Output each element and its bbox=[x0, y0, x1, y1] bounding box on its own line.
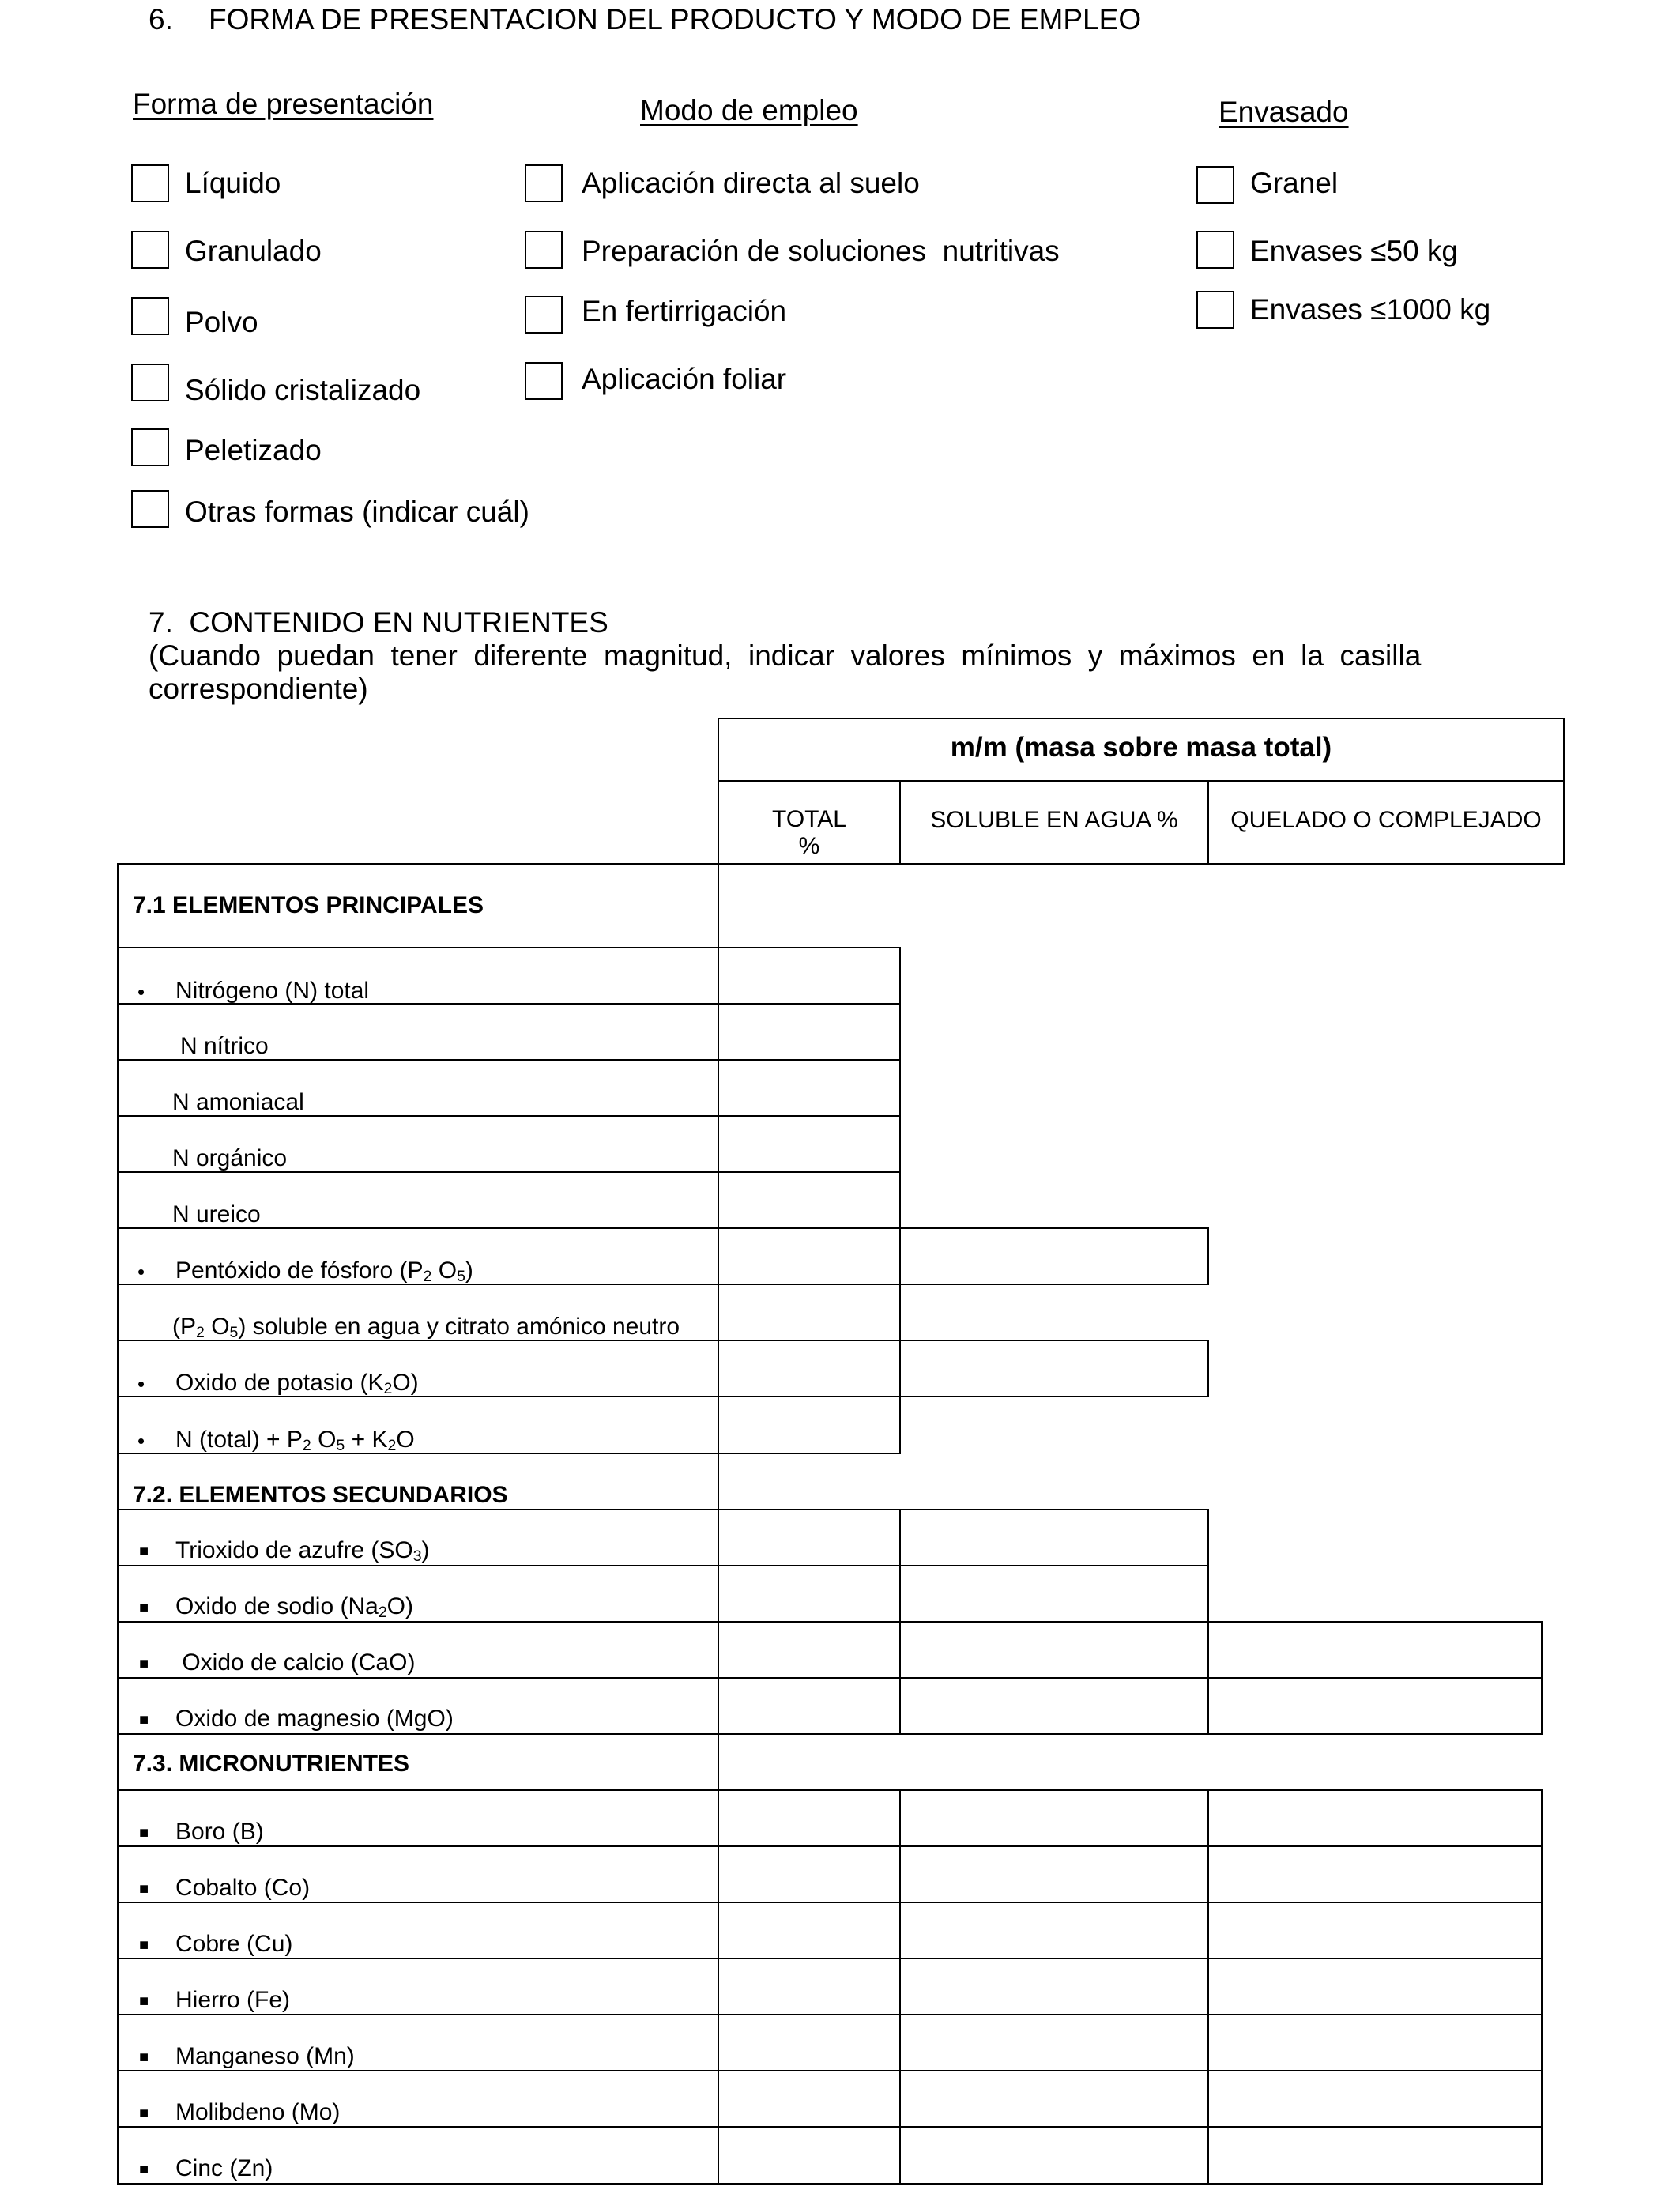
square-bullet-icon: ■ bbox=[139, 1992, 149, 2010]
row-npk-total: N (total) + $P_2$ $O_5 + K_2O$ bbox=[175, 1427, 415, 1454]
bullet-icon: • bbox=[137, 1372, 145, 1396]
table-group-header: m/m (masa sobre masa total) bbox=[950, 732, 1332, 763]
checkbox-peletizado[interactable] bbox=[131, 428, 169, 466]
checkbox-aplicacion-foliar[interactable] bbox=[525, 362, 563, 400]
option-polvo: Polvo bbox=[185, 306, 258, 338]
option-envases-50: Envases ≤50 kg bbox=[1250, 235, 1459, 267]
square-bullet-icon: ■ bbox=[139, 2105, 149, 2122]
option-preparacion-soluciones: Preparación de soluciones nutritivas bbox=[582, 235, 1060, 267]
square-bullet-icon: ■ bbox=[139, 1824, 149, 1842]
section-7-note-line1: (Cuando puedan tener diferente magnitud, indicar valores mínimos y máximos en la casilla bbox=[149, 639, 1422, 672]
option-aplicacion-foliar: Aplicación foliar bbox=[582, 363, 787, 395]
checkbox-granel[interactable] bbox=[1196, 166, 1234, 204]
square-bullet-icon: ■ bbox=[139, 1655, 149, 1672]
col-header-quelado: QUELADO O COMPLEJADO bbox=[1230, 807, 1542, 833]
square-bullet-icon: ■ bbox=[139, 2161, 149, 2178]
checkbox-otras-formas[interactable] bbox=[131, 490, 169, 528]
row-oxido-calcio: Oxido de calcio (CaO) bbox=[175, 1649, 416, 1676]
row-nitrogeno-total: Nitrógeno (N) total bbox=[175, 978, 370, 1004]
input-total-p2o5[interactable] bbox=[719, 1229, 899, 1284]
section-7-note-line2: correspondiente) bbox=[149, 673, 368, 705]
row-molibdeno: Molibdeno (Mo) bbox=[175, 2099, 341, 2125]
option-fertirrigacion: En fertirrigación bbox=[582, 295, 787, 327]
checkbox-polvo[interactable] bbox=[131, 297, 169, 335]
row-n-nitrico: N nítrico bbox=[180, 1033, 269, 1059]
checkbox-preparacion-soluciones[interactable] bbox=[525, 231, 563, 269]
square-bullet-icon: ■ bbox=[139, 1599, 149, 1616]
row-oxido-magnesio: Oxido de magnesio (MgO) bbox=[175, 1706, 454, 1732]
row-cobalto: Cobalto (Co) bbox=[175, 1875, 311, 1901]
input-total-n-ureico[interactable] bbox=[719, 1173, 899, 1227]
section-6-title: FORMA DE PRESENTACION DEL PRODUCTO Y MODO DE EMPLEO bbox=[209, 3, 1142, 36]
input-total-n-nitrico[interactable] bbox=[719, 1005, 899, 1059]
row-pentoxido-fosforo: Pentóxido de fósforo ($P_2$ $O_5$) bbox=[175, 1257, 473, 1285]
row-n-organico: N orgánico bbox=[172, 1145, 288, 1171]
checkbox-liquido[interactable] bbox=[131, 164, 169, 202]
square-bullet-icon: ■ bbox=[139, 2049, 149, 2066]
row-manganeso: Manganeso (Mn) bbox=[175, 2043, 355, 2069]
input-soluble-p2o5[interactable] bbox=[901, 1229, 1207, 1284]
row-hierro: Hierro (Fe) bbox=[175, 1987, 291, 2013]
row-trioxido-azufre: Trioxido de azufre $(SO_3)$ bbox=[175, 1537, 430, 1565]
row-n-ureico: N ureico bbox=[172, 1201, 261, 1227]
row-oxido-potasio: Oxido de potasio $(K_2O)$ bbox=[175, 1370, 419, 1397]
option-aplicacion-directa: Aplicación directa al suelo bbox=[582, 167, 920, 199]
checkbox-granulado[interactable] bbox=[131, 231, 169, 269]
input-soluble-k2o[interactable] bbox=[901, 1341, 1207, 1396]
bullet-icon: • bbox=[137, 980, 145, 1004]
option-solido-cristalizado: Sólido cristalizado bbox=[185, 374, 421, 406]
option-granel: Granel bbox=[1250, 167, 1339, 199]
section-7-title: 7. CONTENIDO EN NUTRIENTES bbox=[149, 606, 608, 639]
row-cinc: Cinc (Zn) bbox=[175, 2155, 273, 2181]
input-total-npk[interactable] bbox=[719, 1397, 899, 1453]
heading-modo-empleo: Modo de empleo bbox=[640, 94, 858, 126]
heading-envasado: Envasado bbox=[1219, 96, 1349, 128]
row-oxido-sodio: Oxido de sodio $(Na_2O)$ bbox=[175, 1593, 413, 1621]
input-total-n-organico[interactable] bbox=[719, 1117, 899, 1171]
option-liquido: Líquido bbox=[185, 167, 281, 199]
input-total-k2o[interactable] bbox=[719, 1341, 899, 1396]
col-header-soluble: SOLUBLE EN AGUA % bbox=[930, 807, 1178, 833]
input-total-p2o5-soluble[interactable] bbox=[719, 1285, 899, 1340]
square-bullet-icon: ■ bbox=[139, 1543, 149, 1560]
checkbox-envases-1000[interactable] bbox=[1196, 291, 1234, 329]
row-cobre: Cobre (Cu) bbox=[175, 1931, 293, 1957]
input-total-nitrogeno[interactable] bbox=[719, 948, 899, 1003]
option-envases-1000: Envases ≤1000 kg bbox=[1250, 293, 1491, 326]
section-7-1-label: 7.1 ELEMENTOS PRINCIPALES bbox=[133, 892, 484, 918]
heading-forma-presentacion: Forma de presentación bbox=[133, 88, 434, 120]
option-otras-formas: Otras formas (indicar cuál) bbox=[185, 496, 529, 528]
checkbox-envases-50[interactable] bbox=[1196, 231, 1234, 269]
square-bullet-icon: ■ bbox=[139, 1711, 149, 1728]
col-header-total-l1: TOTAL bbox=[772, 806, 846, 832]
col-header-total-l2: % bbox=[798, 833, 820, 859]
row-n-amoniacal: N amoniacal bbox=[172, 1089, 304, 1115]
col-header-total bbox=[719, 806, 899, 860]
checkbox-fertirrigacion[interactable] bbox=[525, 296, 563, 334]
row-p2o5-soluble: ($P_2$ $O_5$) soluble en agua y citrato amónico neutro bbox=[172, 1314, 680, 1341]
square-bullet-icon: ■ bbox=[139, 1936, 149, 1954]
option-peletizado: Peletizado bbox=[185, 434, 322, 466]
bullet-icon: • bbox=[137, 1429, 145, 1453]
checkbox-aplicacion-directa[interactable] bbox=[525, 164, 563, 202]
input-total-n-amoniacal[interactable] bbox=[719, 1061, 899, 1115]
option-granulado: Granulado bbox=[185, 235, 322, 267]
square-bullet-icon: ■ bbox=[139, 1880, 149, 1898]
checkbox-solido-cristalizado[interactable] bbox=[131, 364, 169, 401]
section-7-3-label: 7.3. MICRONUTRIENTES bbox=[133, 1751, 410, 1777]
section-7-2-label: 7.2. ELEMENTOS SECUNDARIOS bbox=[133, 1482, 508, 1508]
section-6-number: 6. bbox=[149, 3, 173, 36]
row-boro: Boro (B) bbox=[175, 1819, 264, 1845]
bullet-icon: • bbox=[137, 1260, 145, 1284]
